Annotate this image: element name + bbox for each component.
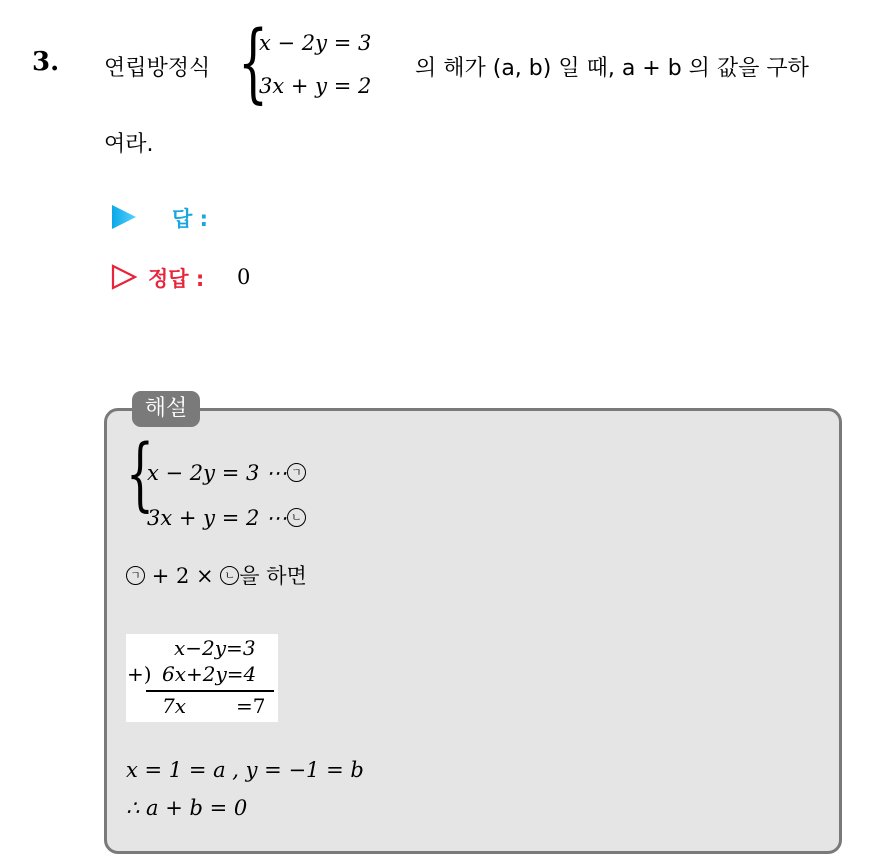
question-eq2: 3x + y = 2 bbox=[259, 74, 372, 98]
calc-row2: 6x+2y=4 bbox=[162, 662, 257, 686]
calc-row3b: =7 bbox=[236, 694, 266, 718]
question-prefix: 연립방정식 bbox=[104, 56, 211, 81]
marker-nieun-2: ㄴ bbox=[220, 566, 239, 585]
calc-row2-op: +) bbox=[127, 662, 152, 686]
calculation-block bbox=[126, 634, 278, 722]
solution-system-brace: { bbox=[126, 427, 154, 520]
marker-giyeok-1: ㄱ bbox=[287, 463, 306, 482]
solution-result2: ∴ a + b = 0 bbox=[126, 796, 248, 820]
solution-eq2: 3x + y = 2 ⋯ ㄴ bbox=[147, 506, 306, 530]
calc-sum-line bbox=[146, 690, 274, 692]
solution-eq1: x − 2y = 3 ⋯ ㄱ bbox=[147, 461, 306, 485]
correct-answer-icon bbox=[111, 264, 137, 290]
answer-label: 답 : bbox=[172, 207, 208, 231]
solution-tag: 해설 bbox=[132, 391, 200, 427]
question-eq1: x − 2y = 3 bbox=[259, 31, 372, 55]
correct-answer-label: 정답 : bbox=[148, 267, 205, 291]
solution-result1: x = 1 = a , y = −1 = b bbox=[126, 758, 364, 782]
answer-arrow-icon bbox=[111, 204, 137, 230]
question-suffix: 의 해가 (a, b) 일 때, a + b 의 값을 구하 bbox=[415, 56, 809, 81]
marker-nieun-1: ㄴ bbox=[287, 508, 306, 527]
question-number: 3. bbox=[32, 47, 60, 77]
question-suffix-line2: 여라. bbox=[104, 132, 154, 157]
marker-giyeok-2: ㄱ bbox=[126, 566, 145, 585]
correct-answer-value: 0 bbox=[237, 265, 251, 289]
calc-row3a: 7x bbox=[162, 694, 187, 718]
solution-step: ㄱ + 2 × ㄴ 을 하면 bbox=[126, 560, 307, 590]
question-system-brace: { bbox=[238, 13, 269, 113]
calc-row1: x−2y=3 bbox=[174, 636, 256, 660]
